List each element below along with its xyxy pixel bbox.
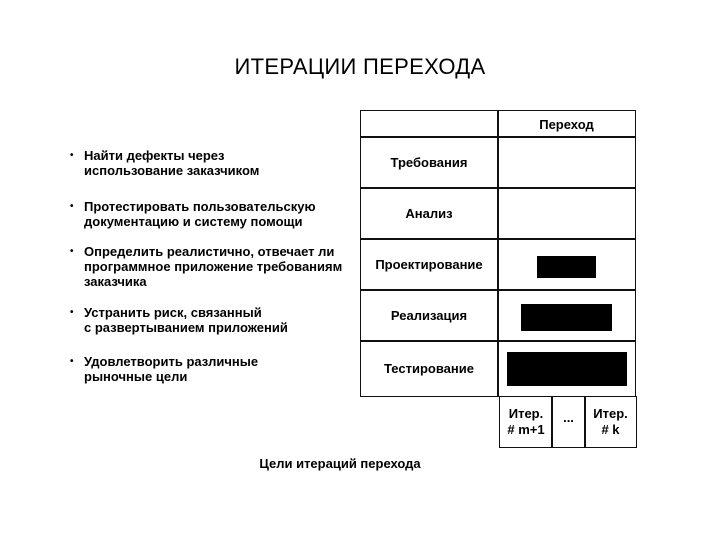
discipline-label: Требования [390,155,468,170]
discipline-label: Проектирование [375,257,483,272]
effort-cell [497,187,636,240]
goal-item [70,199,360,229]
bullet-icon: • [70,201,74,212]
discipline-label: Реализация [390,308,468,323]
slide-title: ИТЕРАЦИИ ПЕРЕХОДА [234,54,486,79]
discipline-label: Тестирование [384,361,474,376]
goal-text: Устранить риск, связанный с развертыванием приложений [84,305,288,335]
goal-item [70,305,360,335]
effort-bar-implementation [521,304,612,331]
bullet-icon: • [70,356,74,367]
iteration-label: Итер. # m+1 [507,406,545,437]
iteration-ellipsis: ... [563,410,574,425]
bullet-icon: • [70,150,74,161]
goal-text: Определить реалистично, отвечает ли программное приложение требованиям заказчика [84,244,343,289]
goal-text: Удовлетворить различные рыночные цели [84,354,259,384]
effort-bar-testing [507,352,627,386]
effort-bar-design [537,256,596,278]
discipline-label: Анализ [405,206,453,221]
phase-discipline-table [360,110,636,397]
bullet-icon: • [70,307,74,318]
iteration-label: Итер. # k [593,406,628,437]
goal-item [70,148,360,178]
phase-header: Переход [497,110,636,138]
figure-caption: Цели итераций перехода [259,456,421,471]
goal-item [70,244,360,289]
header-empty-cell [360,110,499,138]
goal-text: Найти дефекты через использование заказчиком [84,148,260,178]
goal-item [70,354,360,384]
effort-cell [497,136,636,189]
goal-text: Протестировать пользовательскую документацию и систему помощи [84,199,316,229]
bullet-icon: • [70,246,74,257]
